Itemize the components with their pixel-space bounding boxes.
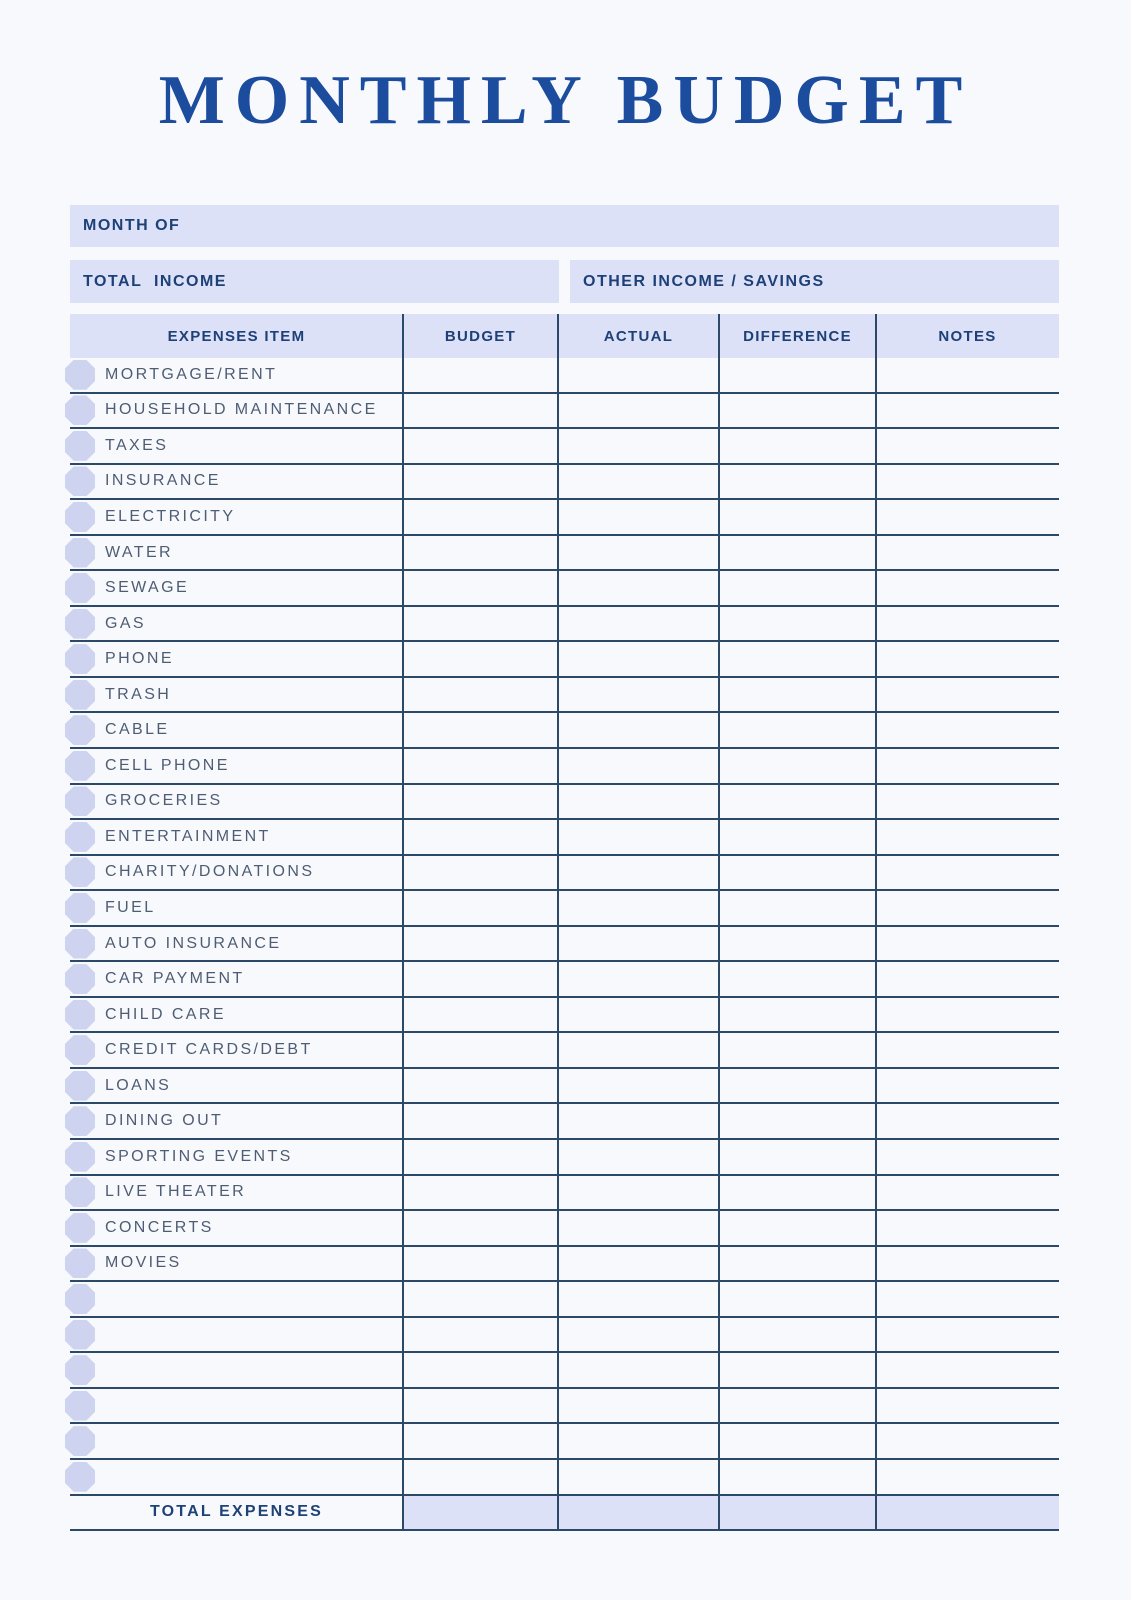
notes-cell[interactable]	[876, 1033, 1059, 1067]
difference-cell[interactable]	[719, 998, 876, 1032]
category-marker-icon	[65, 680, 95, 710]
category-marker-icon	[65, 1142, 95, 1172]
actual-cell[interactable]	[558, 358, 719, 392]
total-difference-cell[interactable]	[719, 1496, 876, 1529]
expense-row	[70, 927, 1059, 963]
budget-cell[interactable]	[403, 1282, 558, 1316]
other-income-savings-label: OTHER INCOME / SAVINGS	[583, 272, 825, 290]
difference-cell[interactable]	[719, 1140, 876, 1174]
category-marker-icon	[65, 786, 95, 816]
expense-row	[70, 713, 1059, 749]
notes-cell[interactable]	[876, 1140, 1059, 1174]
category-marker-icon	[65, 466, 95, 496]
category-marker-icon	[65, 1284, 95, 1314]
actual-cell[interactable]	[558, 1318, 719, 1352]
expense-item-cell	[70, 749, 403, 783]
expense-item-label: LIVE THEATER	[105, 1183, 247, 1201]
expense-row	[70, 1424, 1059, 1460]
budget-cell[interactable]	[403, 713, 558, 747]
difference-cell[interactable]	[719, 1460, 876, 1494]
notes-cell[interactable]	[876, 1282, 1059, 1316]
expense-row	[70, 856, 1059, 892]
expense-item-label: CABLE	[105, 721, 170, 739]
column-divider	[875, 314, 877, 1531]
expense-item-label: ELECTRICITY	[105, 507, 236, 525]
actual-cell[interactable]	[558, 1140, 719, 1174]
budget-cell[interactable]	[403, 1247, 558, 1281]
budget-cell[interactable]	[403, 1424, 558, 1458]
category-marker-icon	[65, 964, 95, 994]
expense-item-cell	[70, 713, 403, 747]
difference-cell[interactable]	[719, 1211, 876, 1245]
difference-cell[interactable]	[719, 1353, 876, 1387]
expense-item-cell	[70, 1033, 403, 1067]
expense-item-label: TAXES	[105, 436, 169, 454]
budget-cell[interactable]	[403, 500, 558, 534]
expenses-table-body	[70, 358, 1059, 1496]
expense-item-label: ENTERTAINMENT	[105, 827, 271, 845]
expense-row	[70, 785, 1059, 821]
actual-cell[interactable]	[558, 1069, 719, 1103]
expense-row	[70, 1247, 1059, 1283]
notes-cell[interactable]	[876, 1318, 1059, 1352]
total-actual-cell[interactable]	[558, 1496, 719, 1529]
notes-cell[interactable]	[876, 1211, 1059, 1245]
expense-row	[70, 1033, 1059, 1069]
category-marker-icon	[65, 1355, 95, 1385]
notes-cell[interactable]	[876, 1389, 1059, 1423]
notes-cell[interactable]	[876, 1176, 1059, 1210]
notes-cell[interactable]	[876, 1424, 1059, 1458]
notes-cell[interactable]	[876, 642, 1059, 676]
difference-cell[interactable]	[719, 607, 876, 641]
header-notes: NOTES	[938, 327, 997, 345]
notes-cell[interactable]	[876, 465, 1059, 499]
expense-item-cell	[70, 1389, 403, 1423]
actual-cell[interactable]	[558, 1460, 719, 1494]
expense-row	[70, 820, 1059, 856]
notes-cell[interactable]	[876, 1460, 1059, 1494]
expense-row	[70, 1211, 1059, 1247]
expense-item-cell	[70, 1424, 403, 1458]
notes-cell[interactable]	[876, 1247, 1059, 1281]
expense-row	[70, 536, 1059, 572]
difference-cell[interactable]	[719, 749, 876, 783]
difference-cell[interactable]	[719, 856, 876, 890]
notes-cell[interactable]	[876, 607, 1059, 641]
expense-item-label: DINING OUT	[105, 1112, 224, 1130]
expense-item-cell	[70, 891, 403, 925]
expense-item-label: AUTO INSURANCE	[105, 934, 282, 952]
actual-cell[interactable]	[558, 856, 719, 890]
actual-cell[interactable]	[558, 713, 719, 747]
actual-cell[interactable]	[558, 1033, 719, 1067]
category-marker-icon	[65, 857, 95, 887]
notes-cell[interactable]	[876, 1353, 1059, 1387]
total-budget-cell[interactable]	[403, 1496, 558, 1529]
difference-cell[interactable]	[719, 1282, 876, 1316]
expense-row	[70, 678, 1059, 714]
category-marker-icon	[65, 644, 95, 674]
category-marker-icon	[65, 538, 95, 568]
expense-row	[70, 1460, 1059, 1496]
difference-cell[interactable]	[719, 1389, 876, 1423]
expense-item-cell	[70, 465, 403, 499]
notes-cell[interactable]	[876, 713, 1059, 747]
actual-cell[interactable]	[558, 1424, 719, 1458]
actual-cell[interactable]	[558, 1176, 719, 1210]
expense-item-cell	[70, 927, 403, 961]
expense-row	[70, 962, 1059, 998]
column-divider	[557, 314, 559, 1531]
expense-item-label: GROCERIES	[105, 792, 223, 810]
expense-row	[70, 500, 1059, 536]
category-marker-icon	[65, 929, 95, 959]
expense-row	[70, 891, 1059, 927]
actual-cell[interactable]	[558, 642, 719, 676]
category-marker-icon	[65, 751, 95, 781]
category-marker-icon	[65, 1035, 95, 1065]
category-marker-icon	[65, 1106, 95, 1136]
difference-cell[interactable]	[719, 465, 876, 499]
difference-cell[interactable]	[719, 642, 876, 676]
total-income-label: TOTAL INCOME	[83, 272, 227, 290]
expense-row	[70, 465, 1059, 501]
difference-cell[interactable]	[719, 1176, 876, 1210]
budget-cell[interactable]	[403, 1211, 558, 1245]
total-expenses-row	[70, 1496, 1059, 1531]
difference-cell[interactable]	[719, 1424, 876, 1458]
category-marker-icon	[65, 1213, 95, 1243]
budget-cell[interactable]	[403, 465, 558, 499]
expense-item-label: MORTGAGE/RENT	[105, 365, 278, 383]
budget-cell[interactable]	[403, 1389, 558, 1423]
expenses-table	[70, 314, 1059, 1531]
category-marker-icon	[65, 1248, 95, 1278]
actual-cell[interactable]	[558, 998, 719, 1032]
expense-row	[70, 607, 1059, 643]
expense-item-cell	[70, 642, 403, 676]
budget-cell[interactable]	[403, 394, 558, 428]
expense-item-label: CHILD CARE	[105, 1005, 226, 1023]
difference-cell[interactable]	[719, 500, 876, 534]
difference-cell[interactable]	[719, 394, 876, 428]
actual-cell[interactable]	[558, 1247, 719, 1281]
expenses-table-header	[70, 314, 1059, 358]
expense-item-label: INSURANCE	[105, 472, 221, 490]
notes-cell[interactable]	[876, 962, 1059, 996]
total-expenses-label-cell	[70, 1496, 403, 1529]
category-marker-icon	[65, 822, 95, 852]
actual-cell[interactable]	[558, 820, 719, 854]
difference-cell[interactable]	[719, 1247, 876, 1281]
expense-item-label: GAS	[105, 614, 146, 632]
expense-item-cell	[70, 1176, 403, 1210]
expense-row	[70, 749, 1059, 785]
difference-cell[interactable]	[719, 962, 876, 996]
expense-item-cell	[70, 1247, 403, 1281]
actual-cell[interactable]	[558, 749, 719, 783]
notes-cell[interactable]	[876, 1069, 1059, 1103]
budget-cell[interactable]	[403, 1353, 558, 1387]
total-expenses-label: TOTAL EXPENSES	[149, 1503, 324, 1520]
budget-cell[interactable]	[403, 820, 558, 854]
expense-row	[70, 1318, 1059, 1354]
header-difference: DIFFERENCE	[743, 327, 852, 345]
actual-cell[interactable]	[558, 465, 719, 499]
expense-item-cell	[70, 1353, 403, 1387]
difference-cell[interactable]	[719, 536, 876, 570]
expense-item-cell	[70, 1318, 403, 1352]
actual-cell[interactable]	[558, 891, 719, 925]
actual-cell[interactable]	[558, 571, 719, 605]
other-income-savings-field[interactable]	[570, 260, 1059, 303]
expense-item-cell	[70, 1460, 403, 1494]
budget-cell[interactable]	[403, 536, 558, 570]
notes-cell[interactable]	[876, 1104, 1059, 1138]
expense-row	[70, 1140, 1059, 1176]
budget-cell[interactable]	[403, 1460, 558, 1494]
budget-cell[interactable]	[403, 1140, 558, 1174]
notes-cell[interactable]	[876, 500, 1059, 534]
column-divider	[402, 314, 404, 1531]
expense-item-cell	[70, 500, 403, 534]
expense-item-cell	[70, 429, 403, 463]
budget-cell[interactable]	[403, 1318, 558, 1352]
budget-cell[interactable]	[403, 891, 558, 925]
actual-cell[interactable]	[558, 927, 719, 961]
column-divider	[718, 314, 720, 1531]
month-of-field[interactable]	[70, 205, 1059, 247]
difference-cell[interactable]	[719, 891, 876, 925]
budget-cell[interactable]	[403, 785, 558, 819]
budget-cell[interactable]	[403, 1069, 558, 1103]
difference-cell[interactable]	[719, 1033, 876, 1067]
expense-item-label: CAR PAYMENT	[105, 970, 245, 988]
header-expenses-item: EXPENSES ITEM	[167, 327, 306, 345]
expense-item-cell	[70, 998, 403, 1032]
difference-cell[interactable]	[719, 1069, 876, 1103]
expense-item-cell	[70, 358, 403, 392]
expense-row	[70, 1104, 1059, 1140]
budget-cell[interactable]	[403, 998, 558, 1032]
expense-item-label: CHARITY/DONATIONS	[105, 863, 315, 881]
difference-cell[interactable]	[719, 1318, 876, 1352]
expense-item-cell	[70, 962, 403, 996]
expense-item-cell	[70, 571, 403, 605]
actual-cell[interactable]	[558, 607, 719, 641]
budget-cell[interactable]	[403, 927, 558, 961]
budget-cell[interactable]	[403, 571, 558, 605]
actual-cell[interactable]	[558, 678, 719, 712]
category-marker-icon	[65, 1000, 95, 1030]
expense-item-cell	[70, 856, 403, 890]
actual-cell[interactable]	[558, 500, 719, 534]
category-marker-icon	[65, 1177, 95, 1207]
category-marker-icon	[65, 609, 95, 639]
expense-item-cell	[70, 1282, 403, 1316]
notes-cell[interactable]	[876, 891, 1059, 925]
actual-cell[interactable]	[558, 1104, 719, 1138]
expense-item-label: LOANS	[105, 1076, 172, 1094]
difference-cell[interactable]	[719, 927, 876, 961]
notes-cell[interactable]	[876, 927, 1059, 961]
budget-cell[interactable]	[403, 962, 558, 996]
expense-item-cell	[70, 1069, 403, 1103]
actual-cell[interactable]	[558, 536, 719, 570]
budget-cell[interactable]	[403, 678, 558, 712]
expense-item-label: CELL PHONE	[105, 756, 230, 774]
notes-cell[interactable]	[876, 749, 1059, 783]
total-notes-cell[interactable]	[876, 1496, 1059, 1529]
expense-item-label: SPORTING EVENTS	[105, 1147, 293, 1165]
budget-cell[interactable]	[403, 749, 558, 783]
difference-cell[interactable]	[719, 358, 876, 392]
expense-item-label: HOUSEHOLD MAINTENANCE	[105, 401, 378, 419]
category-marker-icon	[65, 1071, 95, 1101]
expense-item-label: SEWAGE	[105, 579, 190, 597]
expense-row	[70, 571, 1059, 607]
expense-item-label: FUEL	[105, 898, 156, 916]
budget-cell[interactable]	[403, 642, 558, 676]
budget-cell[interactable]	[403, 358, 558, 392]
expense-row	[70, 358, 1059, 394]
expense-item-label: MOVIES	[105, 1254, 182, 1272]
budget-cell[interactable]	[403, 856, 558, 890]
expense-row	[70, 998, 1059, 1034]
category-marker-icon	[65, 395, 95, 425]
expense-row	[70, 1389, 1059, 1425]
notes-cell[interactable]	[876, 820, 1059, 854]
expense-item-cell	[70, 1211, 403, 1245]
category-marker-icon	[65, 1462, 95, 1492]
notes-cell[interactable]	[876, 394, 1059, 428]
difference-cell[interactable]	[719, 713, 876, 747]
category-marker-icon	[65, 893, 95, 923]
expense-item-cell	[70, 678, 403, 712]
actual-cell[interactable]	[558, 962, 719, 996]
category-marker-icon	[65, 1426, 95, 1456]
expense-row	[70, 1069, 1059, 1105]
expense-row	[70, 642, 1059, 678]
category-marker-icon	[65, 1391, 95, 1421]
expense-item-cell	[70, 394, 403, 428]
expense-row	[70, 1176, 1059, 1212]
difference-cell[interactable]	[719, 571, 876, 605]
difference-cell[interactable]	[719, 785, 876, 819]
notes-cell[interactable]	[876, 856, 1059, 890]
budget-cell[interactable]	[403, 607, 558, 641]
actual-cell[interactable]	[558, 1211, 719, 1245]
expense-row	[70, 394, 1059, 430]
actual-cell[interactable]	[558, 1353, 719, 1387]
notes-cell[interactable]	[876, 785, 1059, 819]
expense-item-label: TRASH	[105, 685, 172, 703]
notes-cell[interactable]	[876, 536, 1059, 570]
notes-cell[interactable]	[876, 571, 1059, 605]
expense-item-cell	[70, 820, 403, 854]
budget-cell[interactable]	[403, 1176, 558, 1210]
expense-row	[70, 1282, 1059, 1318]
actual-cell[interactable]	[558, 785, 719, 819]
actual-cell[interactable]	[558, 1389, 719, 1423]
month-of-label: MONTH OF	[83, 217, 181, 234]
notes-cell[interactable]	[876, 998, 1059, 1032]
expense-item-cell	[70, 785, 403, 819]
total-income-field[interactable]	[70, 260, 559, 303]
page-title: MONTHLY BUDGET	[158, 62, 973, 139]
expense-item-cell	[70, 607, 403, 641]
expense-item-label: WATER	[105, 543, 173, 561]
actual-cell[interactable]	[558, 394, 719, 428]
expense-row	[70, 1353, 1059, 1389]
expense-item-label: PHONE	[105, 650, 174, 668]
category-marker-icon	[65, 1320, 95, 1350]
expense-item-label: CONCERTS	[105, 1218, 214, 1236]
budget-cell[interactable]	[403, 1033, 558, 1067]
notes-cell[interactable]	[876, 358, 1059, 392]
budget-cell[interactable]	[403, 429, 558, 463]
expense-row	[70, 429, 1059, 465]
difference-cell[interactable]	[719, 820, 876, 854]
category-marker-icon	[65, 715, 95, 745]
category-marker-icon	[65, 502, 95, 532]
expense-item-cell	[70, 1140, 403, 1174]
notes-cell[interactable]	[876, 678, 1059, 712]
category-marker-icon	[65, 360, 95, 390]
actual-cell[interactable]	[558, 429, 719, 463]
difference-cell[interactable]	[719, 1104, 876, 1138]
actual-cell[interactable]	[558, 1282, 719, 1316]
expense-item-cell	[70, 536, 403, 570]
header-budget: BUDGET	[444, 327, 517, 345]
difference-cell[interactable]	[719, 678, 876, 712]
category-marker-icon	[65, 573, 95, 603]
notes-cell[interactable]	[876, 429, 1059, 463]
expense-item-cell	[70, 1104, 403, 1138]
difference-cell[interactable]	[719, 429, 876, 463]
header-actual: ACTUAL	[603, 327, 674, 345]
expense-item-label: CREDIT CARDS/DEBT	[105, 1041, 313, 1059]
category-marker-icon	[65, 431, 95, 461]
budget-cell[interactable]	[403, 1104, 558, 1138]
